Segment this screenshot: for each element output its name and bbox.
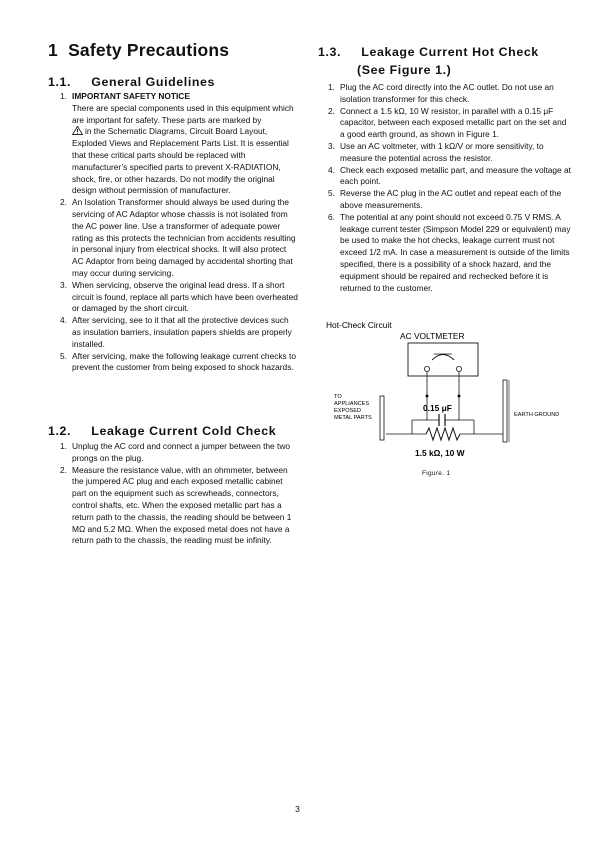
subsection-title-text: Leakage Current Hot Check bbox=[361, 45, 539, 59]
general-guidelines-list bbox=[60, 91, 298, 374]
item-number: 2. bbox=[60, 197, 67, 208]
cold-check-list bbox=[60, 441, 298, 547]
subsection-1-3-title bbox=[318, 45, 539, 59]
meter-terminal-right bbox=[456, 366, 461, 371]
item-number: 3. bbox=[328, 140, 335, 151]
hot-check-circuit-diagram bbox=[318, 318, 580, 458]
item-number: 4. bbox=[60, 315, 67, 326]
item-number: 2. bbox=[328, 105, 335, 116]
list-item bbox=[60, 91, 298, 197]
list-item bbox=[60, 197, 298, 280]
item-number: 5. bbox=[328, 188, 335, 199]
item-text: in the Schematic Diagrams, Circuit Board Layout, Exploded Views and Replacement Parts List. It is essential that these critical parts should be replaced with manufacturer’s specified parts to prevent X-RADIATION, shock, fire, or other hazards. Do not modify the original design without permission of manufacturer. bbox=[72, 126, 289, 196]
item-text: Check each exposed metallic part, and measure the voltage at each point. bbox=[340, 164, 571, 187]
item-number: 1. bbox=[60, 91, 67, 101]
figure-caption: Figure. 1 bbox=[422, 470, 451, 477]
item-heading: IMPORTANT SAFETY NOTICE bbox=[72, 91, 190, 101]
subsection-title-text: General Guidelines bbox=[91, 75, 216, 89]
subsection-title-line2: (See Figure 1.) bbox=[357, 63, 452, 77]
page-number: 3 bbox=[295, 804, 300, 814]
appliance-label-line: APPLIANCES bbox=[334, 401, 370, 407]
item-text: Connect a 1.5 kΩ, 10 W resistor, in parallel with a 0.15 μF capacitor, between each exposed metallic part on the set and a good earth ground, as shown in Figure 1. bbox=[340, 105, 567, 140]
list-item bbox=[328, 141, 572, 165]
figure-title: Hot-Check Circuit bbox=[326, 320, 392, 330]
meter-terminal-left bbox=[424, 366, 429, 371]
subsection-title-text: Leakage Current Cold Check bbox=[91, 424, 277, 438]
item-text: When servicing, observe the original lead dress. If a short circuit is found, replace all parts which have been overheated or damaged by the short circuit. bbox=[72, 279, 298, 314]
resistor-symbol bbox=[426, 428, 460, 440]
list-item bbox=[60, 280, 298, 315]
subsection-1-2-title bbox=[48, 424, 276, 438]
subsection-1-1-title bbox=[48, 75, 215, 89]
item-text: Unplug the AC cord and connect a jumper between the two prongs on the plug. bbox=[72, 441, 291, 463]
item-text: Reverse the AC plug in the AC outlet and repeat each of the above measurements. bbox=[340, 188, 562, 210]
resistor-label: 1.5 kΩ, 10 W bbox=[415, 448, 465, 458]
item-text: After servicing, make the following leakage current checks to prevent the customer from being exposed to shock hazards. bbox=[72, 350, 296, 373]
hot-check-list bbox=[328, 82, 572, 294]
list-item bbox=[328, 106, 572, 141]
subsection-number: 1.3. bbox=[318, 45, 342, 59]
item-number: 2. bbox=[60, 464, 67, 475]
voltmeter-box bbox=[408, 343, 478, 376]
appliance-label-line: TO bbox=[334, 394, 342, 400]
section-title bbox=[48, 40, 229, 61]
earth-ground-terminal bbox=[503, 380, 507, 442]
appliance-label-line: METAL PARTS bbox=[334, 415, 372, 421]
appliance-probe bbox=[380, 396, 384, 440]
item-text: Measure the resistance value, with an ohmmeter, between the jumpered AC plug and each exposed metallic cabinet part on the equipment such as screwheads, connectors, control shafts, etc. When the exposed metallic part has a return path to the chassis, the reading should be between 1 MΩ and 5.2 MΩ. When the exposed metal does not have a return path to the chassis, the reading must be infinity. bbox=[72, 464, 292, 546]
list-item bbox=[328, 212, 572, 295]
capacitor-label: 0.15 μF bbox=[423, 403, 452, 413]
meter-label: AC VOLTMETER bbox=[400, 331, 465, 341]
list-item bbox=[60, 441, 298, 465]
section-number: 1 bbox=[48, 40, 58, 60]
voltmeter-needle-icon bbox=[432, 355, 454, 361]
list-item bbox=[60, 351, 298, 375]
list-item bbox=[60, 315, 298, 350]
item-number: 4. bbox=[328, 164, 335, 175]
item-number: 1. bbox=[60, 441, 67, 451]
item-text: There are special components used in this equipment which are important for safety. These parts are marked by bbox=[72, 102, 294, 125]
item-number: 5. bbox=[60, 350, 67, 361]
list-item bbox=[328, 82, 572, 106]
appliance-label-line: EXPOSED bbox=[334, 408, 362, 414]
item-number: 1. bbox=[328, 82, 335, 92]
list-item bbox=[328, 165, 572, 189]
item-text: An Isolation Transformer should always be used during the servicing of AC Adaptor whose chassis is not isolated from the AC power line. Use a transformer of adequate power rating as this protects the technician from accidents resulting in personal injury from electrical shocks. It will also protect AC Adaptor from being damaged by accidental shorting that may occur during servicing. bbox=[72, 197, 296, 278]
earth-ground-label: EARTH GROUND bbox=[514, 412, 560, 418]
item-text: Use an AC voltmeter, with 1 kΩ/V or more sensitivity, to measure the potential across the resistor. bbox=[340, 140, 544, 163]
item-text: The potential at any point should not exceed 0.75 V RMS. A leakage current tester (Simpson Model 229 or equivalent) may be used to make the hot checks, leakage current must not exceed 1/2 mA. In case a measurement is outside of the limits specified, there is a possibility of a shock hazard, and the equipment should be repaired and rechecked before it is returned to the customer. bbox=[340, 211, 571, 293]
warning-triangle-icon bbox=[72, 126, 83, 135]
subsection-number: 1.1. bbox=[48, 75, 72, 89]
list-item bbox=[328, 188, 572, 212]
subsection-number: 1.2. bbox=[48, 424, 72, 438]
item-text: Plug the AC cord directly into the AC outlet. Do not use an isolation transformer for this check. bbox=[340, 82, 554, 104]
section-title-text: Safety Precautions bbox=[68, 40, 230, 60]
subsection-1-3-subtitle bbox=[357, 63, 451, 77]
item-number: 6. bbox=[328, 211, 335, 222]
item-number: 3. bbox=[60, 279, 67, 290]
item-text: After servicing, see to it that all the protective devices such as insulation barriers, insulation papers shields are properly installed. bbox=[72, 315, 292, 349]
list-item bbox=[60, 465, 298, 548]
